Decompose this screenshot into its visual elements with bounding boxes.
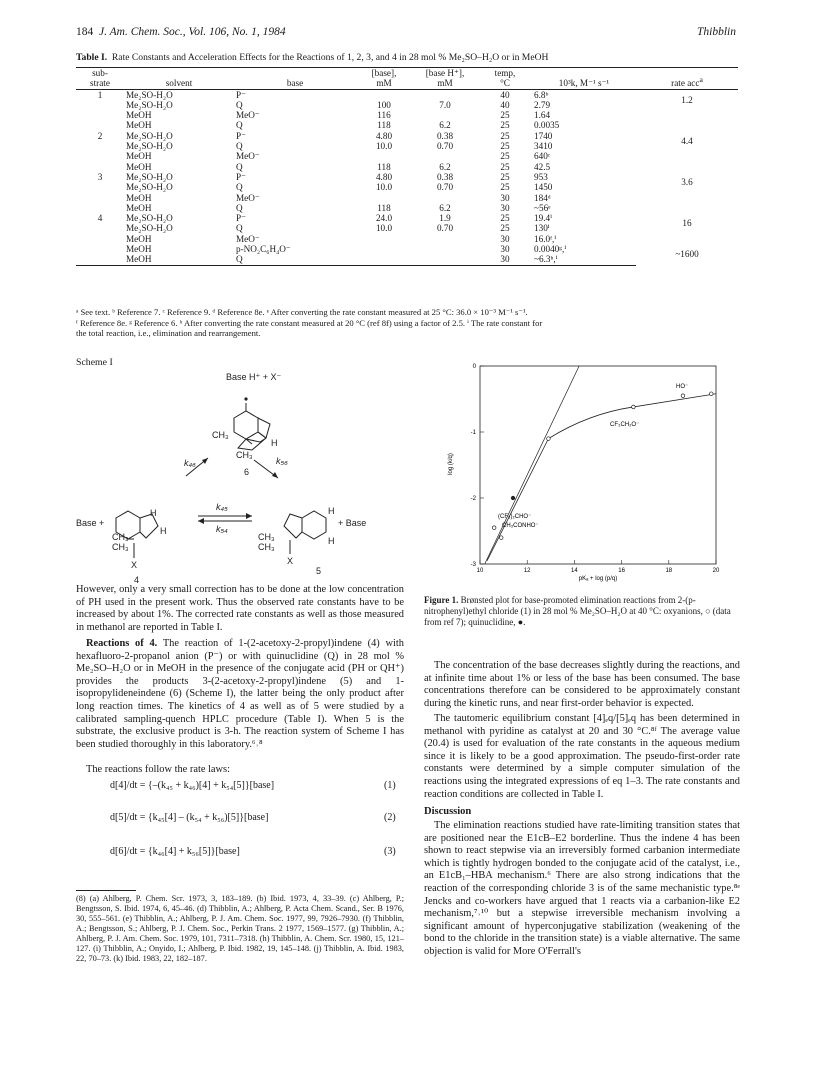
- table-cell-solvent: MeOH: [126, 110, 152, 121]
- right-paragraph-2: The tautomeric equilibrium constant [4]ₑq/[5]ₑq has been determined in methanol with pyridine as catalyst at 20 and 30 °C.⁸ᶠ The average value (20.4) is used for evaluation of the rate constants in the aqueous medium since it is likely to be a good approximation. The pseudo-first-order rate constants were determined by a simple computer simulation of the reactions using the integrated expressions of eq 1–3. The rate constants and reaction conditions are collected in Table I.: [424, 713, 740, 800]
- table-cell-sub: [76, 100, 124, 110]
- table-cell-bc: 118: [377, 120, 391, 131]
- col-rate-acc: rate acc$^a$: [636, 68, 738, 90]
- col-solvent: solvent: [124, 68, 234, 90]
- table-cell-base: Q: [236, 182, 243, 193]
- references: (8) (a) Ahlberg, P. Chem. Scr. 1973, 3, 183–189. (b) Ibid. 1973, 4, 33–39. (c) Ahlberg, P.; Bengtsson, S. Ibid. 1974, 6, 45–46. (d) Thibblin, A.; Ahlberg, P. Acta Chem. Scand., Ser. B 1976, 30, 555–561. (e) Thibblin, A.; Ahlberg, P. J. Am. Chem. Soc. 1977, 99, 7926–7930. (f) Thibblin, A.; Bengtsson, S.; Ahlberg, P. J. Chem. Soc., Perkin Trans. 2 1977, 1569–1577. (g) Thibblin, A.; Ahlberg, P. J. Am. Chem. Soc. 1979, 101, 7311–7318. (h) Thibblin, A. Chem. Scr. 1980, 15, 121–127. (i) Thibblin, A.; Onyido, I.; Ahlberg, P. Ibid. 1982, 19, 145–148. (j) Thibblin, A. Ibid. 1983, 22, 70–73. (k) Ibid. 1983, 22, 182–187.: [76, 894, 404, 963]
- table-cell-rate-acc-empty: [636, 162, 738, 172]
- scheme-ch3: CH₃: [258, 532, 275, 542]
- table-cell-base: MeO⁻: [236, 110, 260, 121]
- figure-caption: [424, 595, 742, 628]
- figure-caption-text: Brønsted plot for base-promoted elimination reactions from 2-(p-nitrophenyl)ethyl chloride (1) in 28 mol % Me₂SO–H₂O at 40 °C: oxyanions, ○ (data from ref 7); quinuclidine, ●.: [424, 595, 731, 627]
- table-cell-bc: [356, 234, 412, 244]
- table-row: [76, 162, 738, 172]
- scheme-k46: k₄₆: [184, 458, 196, 468]
- y-tick-label: -3: [470, 562, 476, 568]
- table-cell-temp: 30: [500, 244, 510, 255]
- table-cell-temp: 40: [500, 89, 510, 100]
- table-cell-sub: [76, 203, 124, 213]
- scheme-ch3: CH₃: [112, 532, 129, 542]
- table-cell-solvent: Me₂SO-H₂O: [126, 182, 173, 193]
- scheme-num-6: 6: [244, 467, 250, 477]
- scheme-x: X: [287, 556, 294, 566]
- table-cell-base: p-NO₂C₆H₄O⁻: [236, 244, 291, 255]
- table-cell-temp: 25: [500, 130, 510, 141]
- table-cell-bc: 24.0: [375, 213, 393, 224]
- left-paragraph-2: [76, 638, 404, 751]
- y-tick-label: 0: [472, 364, 476, 370]
- col-base: base: [234, 68, 356, 90]
- scheme-k45: k₄₅: [216, 502, 228, 512]
- table-cell-solvent: Me₂SO-H₂O: [126, 130, 173, 141]
- quinuclidine-point: [511, 496, 515, 500]
- table-cell-k: 6.8ᵇ: [534, 89, 549, 100]
- scheme-h: H: [271, 438, 278, 448]
- oxyanion-point: [499, 536, 503, 540]
- scheme-base-plus: Base +: [76, 518, 105, 528]
- table-cell-sub: [76, 162, 124, 172]
- scheme-base-h: Base H⁺ + X⁻: [226, 372, 282, 382]
- table-cell-k: 3410: [534, 141, 553, 152]
- table-cell-solvent: MeOH: [126, 161, 152, 172]
- y-tick-label: -1: [470, 430, 476, 436]
- table-footnotes: [76, 307, 740, 339]
- x-axis-label: pKₐ + log (p/q): [578, 576, 618, 582]
- table-cell-rate-acc-empty: [636, 203, 738, 213]
- table-cell-bc: 116: [377, 110, 391, 121]
- table-cell-temp: 25: [500, 223, 510, 234]
- page-header: [76, 26, 736, 38]
- x-tick-label: 12: [523, 568, 531, 574]
- eq2-rhs: = {k₄₅[4] – (k₅₄ + k₅₆)[5]}[base]: [139, 812, 269, 823]
- table-cell-sub: [76, 120, 124, 130]
- table-cell-temp: 25: [500, 213, 510, 224]
- table-cell-bh: [412, 193, 478, 203]
- table-cell-base: MeO⁻: [236, 233, 260, 244]
- table-cell-k: 42.5: [534, 161, 551, 172]
- label-ch3conho: CH₃CONHO⁻: [502, 523, 539, 529]
- table-cell-rate-acc: 4.4: [681, 135, 693, 146]
- table-cell-k: 1740: [534, 130, 553, 141]
- table-cell-bh: 6.2: [439, 120, 451, 131]
- x-tick-label: 16: [618, 568, 625, 574]
- scheme-num-5: 5: [316, 566, 322, 576]
- table-cell-bc: [356, 89, 412, 100]
- table-cell-bh: [412, 254, 478, 265]
- eq1-lhs: d[4]/dt: [110, 780, 138, 791]
- table-cell-bc: 10.0: [375, 223, 393, 234]
- scheme-k54: k₅₄: [216, 524, 228, 534]
- table-cell-base: Q: [236, 99, 243, 110]
- table-cell-sub: [76, 254, 124, 265]
- y-axis-label: log (k/q): [448, 453, 454, 475]
- table-row: [76, 234, 738, 244]
- footnote-line: ᵃ See text. ᵇ Reference 7. ᶜ Reference 9. ᵈ Reference 8e. ᵉ After converting the rate constant measured at 25 °C: 36.0 × 10⁻³ M⁻¹ s⁻¹.: [76, 307, 528, 317]
- oxyanion-point: [709, 392, 713, 396]
- right-paragraph-3: The elimination reactions studied have rate-limiting transition states that are positioned near the E1cB–E2 borderline. Thus the indene 4 has been shown to react stepwise via an irreversibly formed carbanion intermediate which is tightly hydrogen bonded to the conjugate acid of the catalyst, i.e., an E1cB₁–HBA mechanism.⁶ There are also strong indications that the reaction of the corresponding chloride 3 is of the same mechanistic type.⁸ᵉ Jencks and co-workers have argued that 1 reacts via a carbanion-like E2 mechanism,⁷˒¹⁰ but a stepwise irreversible mechanism involving a significant amount of hyperconjugative stabilization (weakening of the bond to the chloride in the transition state) is a viable alternative. The same objection is valid for More O'Ferrall's: [424, 820, 740, 957]
- table-cell-bh: [412, 151, 478, 161]
- refs-rule: [76, 890, 136, 891]
- label-cf32cho: (CF₃)₂CHO⁻: [498, 514, 532, 520]
- table-cell-bh: 0.70: [436, 141, 454, 152]
- scheme-ch3: CH₃: [258, 542, 275, 552]
- table-cell-base: MeO⁻: [236, 192, 260, 203]
- table-cell-temp: 30: [478, 254, 532, 265]
- rate-constants-table: [76, 67, 738, 266]
- table-cell-base: Q: [236, 223, 243, 234]
- table-cell-base: Q: [236, 161, 243, 172]
- table-cell-bh: 0.70: [436, 182, 454, 193]
- eq2-number: (2): [384, 812, 396, 823]
- table-cell-temp: 40: [500, 99, 510, 110]
- table-cell-temp: 30: [500, 233, 510, 244]
- journal-citation: [76, 26, 286, 38]
- table-cell-temp: 25: [500, 110, 510, 121]
- table-cell-solvent: MeOH: [124, 254, 234, 265]
- table-cell-k: 640ᶜ: [534, 151, 551, 162]
- scheme-ch3: CH₃: [236, 450, 253, 460]
- table-cell-k: ~6.3ʰ,ⁱ: [532, 254, 636, 265]
- footnote-line: ᶠ Reference 8e. ᵍ Reference 6. ʰ After converting the rate constant measured at 20 °C (ref 8f) using a factor of 2.5. ⁱ The rate constant for: [76, 317, 543, 328]
- table-cell-solvent: MeOH: [126, 233, 152, 244]
- table-cell-bc: [356, 193, 412, 203]
- plot-frame: [480, 366, 716, 564]
- label-ho: HO⁻: [676, 384, 689, 390]
- equation-1: [110, 780, 274, 791]
- eq3-rhs: = {k₄₆[4] + k₅₆[5]}[base]: [139, 846, 240, 857]
- table-cell-temp: 25: [500, 141, 510, 152]
- table-cell-solvent: Me₂SO-H₂O: [126, 141, 173, 152]
- table-cell-rate-acc: 3.6: [681, 177, 693, 188]
- table-cell-base: Q: [236, 141, 243, 152]
- table-cell-bc: 4.80: [375, 130, 393, 141]
- table-cell-k: 0.0040ᵍ,ⁱ: [534, 244, 567, 255]
- table-cell-k: 2.79: [534, 99, 551, 110]
- scheme-diagram: [76, 368, 406, 583]
- left-paragraph-3: The reactions follow the rate laws:: [86, 764, 230, 775]
- table-cell-temp: 25: [500, 182, 510, 193]
- bronsted-plot: [440, 358, 740, 583]
- table-cell-sub: [76, 193, 124, 203]
- table-caption: [76, 52, 756, 63]
- table-cell-bh: 6.2: [439, 161, 451, 172]
- eq1-number: (1): [384, 780, 396, 791]
- reactions-text: The reaction of 1-(2-acetoxy-2-propyl)indene (4) with hexafluoro-2-propanol anion (P⁻) or with quinuclidine (Q) in 28 mol % Me₂SO–H₂O or in MeOH in the presence of the conjugate acid (PH or QH⁺) provides the products 3-(2-acetoxy-2-propyl)indene (5) and 1-isopropylideneindene (6) (Scheme I), the latter being the only product after long reaction times. The kinetics of 4 as well as of 5 were studied by a calibrated sampling-quench HPLC procedure (Table I). When 5 is the substrate, the exclusive product is 3-h. The reaction system of Scheme I has been studied thoroughly in this laboratory.⁶˒⁸: [76, 638, 404, 750]
- x-tick-label: 18: [665, 568, 673, 574]
- table-cell-bh: 7.0: [439, 99, 451, 110]
- table-cell-temp: 25: [500, 161, 510, 172]
- eq3-number: (3): [384, 846, 396, 857]
- col-k: 10³k, M⁻¹ s⁻¹: [532, 68, 636, 90]
- table-cell-base: P⁻: [236, 213, 246, 224]
- table-cell-bc: 118: [377, 202, 391, 213]
- table-cell-temp: 25: [500, 120, 510, 131]
- table-cell-bh: 1.9: [439, 213, 451, 224]
- footnote-line: the total reaction, i.e., elimination and rearrangement.: [76, 328, 261, 338]
- scheme-x: X: [131, 560, 138, 570]
- table-row: [76, 110, 738, 120]
- table-cell-rate-acc: 1.2: [681, 94, 693, 105]
- table-row: [76, 172, 738, 182]
- table-cell-base: Q: [234, 254, 356, 265]
- table-cell-sub: [76, 223, 124, 233]
- scheme-ch3: CH₃: [112, 542, 129, 552]
- col-substrate: sub- strate: [76, 68, 124, 90]
- right-paragraph-1: The concentration of the base decreases slightly during the reactions, and at infinite time about 1% or less of the base has been consumed. The base concentrations therefore can be considered to be approximately constant during the kinetic runs, and near first-order behavior is expected.: [424, 660, 740, 709]
- table-cell-k: 0.0035: [534, 120, 560, 131]
- table-cell-rate-acc-empty: [636, 151, 738, 161]
- table-cell-base: Q: [236, 202, 243, 213]
- equation-2: [110, 812, 268, 823]
- table-cell-solvent: Me₂SO-H₂O: [126, 223, 173, 234]
- table-cell-sub: 3: [97, 171, 103, 182]
- table-cell-sub: 4: [97, 213, 103, 224]
- table-cell-k: ~56ᵉ: [534, 202, 551, 213]
- table-cell-bc: 10.0: [375, 182, 393, 193]
- table-cell-temp: 25: [500, 171, 510, 182]
- fit-line-steep: [485, 366, 579, 564]
- table-cell-temp: 25: [500, 151, 510, 162]
- journal-name: J. Am. Chem. Soc., Vol. 106, No. 1, 1984: [99, 26, 286, 38]
- table-cell-bh: [412, 110, 478, 120]
- eq1-rhs: = {–(k₄₅ + k₄₆)[4] + k₅₄[5]}[base]: [139, 780, 275, 791]
- table-cell-sub: [76, 110, 124, 120]
- table-cell-k: 19.4ⁱ: [534, 213, 552, 224]
- table-cell-bh: [412, 89, 478, 100]
- scheme-h: H: [160, 526, 167, 536]
- running-author: Thibblin: [697, 26, 736, 38]
- table-cell-temp: 30: [500, 202, 510, 213]
- eq2-lhs: d[5]/dt: [110, 812, 138, 823]
- table-cell-solvent: Me₂SO-H₂O: [126, 171, 173, 182]
- table-caption-label: Table I.: [76, 52, 108, 63]
- table-cell-sub: [76, 141, 124, 151]
- left-paragraph-1: However, only a very small correction has to be done at the low concentration of PH used in the present work. Thus the observed rate constants have to be increased by about 1%. The corrected rate constants as well as those measured in methanol are reported in Table I.: [76, 584, 404, 633]
- table-cell-base: P⁻: [236, 171, 246, 182]
- table-cell-sub: 2: [97, 130, 103, 141]
- scheme-plus-base: + Base: [338, 518, 367, 528]
- table-cell-bc: [356, 254, 412, 265]
- table-header-row: [76, 68, 738, 90]
- table-row: [76, 203, 738, 213]
- table-cell-sub: [76, 234, 124, 244]
- scheme-h: H: [328, 506, 335, 516]
- table-cell-temp: 30: [500, 192, 510, 203]
- table-cell-solvent: Me₂SO-H₂O: [126, 89, 173, 100]
- oxyanion-point: [681, 394, 685, 398]
- table-cell-bc: 4.80: [375, 171, 393, 182]
- table-cell-bc: 118: [377, 161, 391, 172]
- table-caption-text: Rate Constants and Acceleration Effects for the Reactions of 1, 2, 3, and 4 in 28 mol % Me₂SO–H₂O or in MeOH: [111, 52, 549, 63]
- table-cell-rate-acc-empty: [636, 234, 738, 244]
- oxyanion-point: [547, 437, 551, 441]
- table-row: [76, 193, 738, 203]
- oxyanion-point: [632, 405, 636, 409]
- eq3-lhs: d[6]/dt: [110, 846, 138, 857]
- oxyanion-point: [492, 526, 496, 530]
- table-row: [76, 131, 738, 141]
- x-tick-label: 14: [571, 568, 578, 574]
- table-cell-k: 1450: [534, 182, 553, 193]
- table-cell-rate-acc-empty: [636, 110, 738, 120]
- col-base-h: [base H⁺], mM: [412, 68, 478, 90]
- table-cell-rate-acc: ~1600: [675, 249, 699, 260]
- table-cell-sub: [76, 244, 124, 254]
- equation-3: [110, 846, 240, 857]
- label-cf3ch2o: CF₃CH₂O⁻: [610, 422, 640, 428]
- table-cell-sub: [76, 182, 124, 192]
- table-cell-base: P⁻: [236, 89, 246, 100]
- scheme-h: H: [150, 508, 157, 518]
- table-cell-bh: [412, 234, 478, 244]
- col-temp: temp, °C: [478, 68, 532, 90]
- table-row: [76, 151, 738, 161]
- table-cell-bh: 6.2: [439, 202, 451, 213]
- col-base-conc: [base], mM: [356, 68, 412, 90]
- scheme-num-4: 4: [134, 575, 140, 585]
- table-cell-sub: [76, 151, 124, 161]
- table-cell-bc: 100: [377, 99, 391, 110]
- table-cell-bc: 10.0: [375, 141, 393, 152]
- table-cell-solvent: Me₂SO-H₂O: [126, 213, 173, 224]
- table-cell-k: 184ᵈ: [534, 192, 551, 203]
- x-tick-label: 20: [712, 568, 720, 574]
- scheme-h: H: [328, 536, 335, 546]
- table-cell-sub: 1: [97, 89, 103, 100]
- table-cell-solvent: MeOH: [126, 192, 152, 203]
- table-cell-bh: 0.38: [436, 130, 454, 141]
- scheme-ch3: CH₃: [212, 430, 229, 440]
- table-cell-bh: 0.38: [436, 171, 454, 182]
- table-cell-base: MeO⁻: [236, 151, 260, 162]
- table-cell-solvent: MeOH: [126, 120, 152, 131]
- discussion-heading: Discussion: [424, 806, 472, 817]
- table-cell-base: Q: [236, 120, 243, 131]
- table-row: [76, 213, 738, 223]
- page-number: 184: [76, 26, 94, 38]
- table-cell-solvent: MeOH: [126, 244, 152, 255]
- table-cell-k: 953: [534, 171, 548, 182]
- fit-curve: [487, 394, 716, 561]
- table-row: [76, 120, 738, 130]
- figure-caption-label: Figure 1.: [424, 595, 459, 605]
- table-row: [76, 89, 738, 100]
- x-tick-label: 10: [476, 568, 484, 574]
- table-cell-solvent: Me₂SO-H₂O: [126, 99, 173, 110]
- table-cell-bc: [356, 151, 412, 161]
- table-cell-rate-acc-empty: [636, 193, 738, 203]
- table-row: [76, 244, 738, 254]
- table-cell-bc: [356, 244, 412, 254]
- table-cell-solvent: MeOH: [126, 202, 152, 213]
- table-cell-base: P⁻: [236, 130, 246, 141]
- reactions-heading: Reactions of 4.: [86, 638, 158, 649]
- scheme-k56: k₅₆: [276, 456, 288, 466]
- table-cell-k: 130ⁱ: [534, 223, 550, 234]
- table-cell-rate-acc: 16: [682, 218, 692, 229]
- y-tick-label: -2: [470, 496, 476, 502]
- table-cell-k: 16.0ᶠ,ⁱ: [534, 233, 557, 244]
- table-cell-solvent: MeOH: [126, 151, 152, 162]
- scheme-label: Scheme I: [76, 357, 113, 368]
- table-cell-rate-acc-empty: [636, 120, 738, 130]
- table-cell-bh: 0.70: [436, 223, 454, 234]
- table-cell-bh: [412, 244, 478, 254]
- table-cell-k: 1.64: [534, 110, 551, 121]
